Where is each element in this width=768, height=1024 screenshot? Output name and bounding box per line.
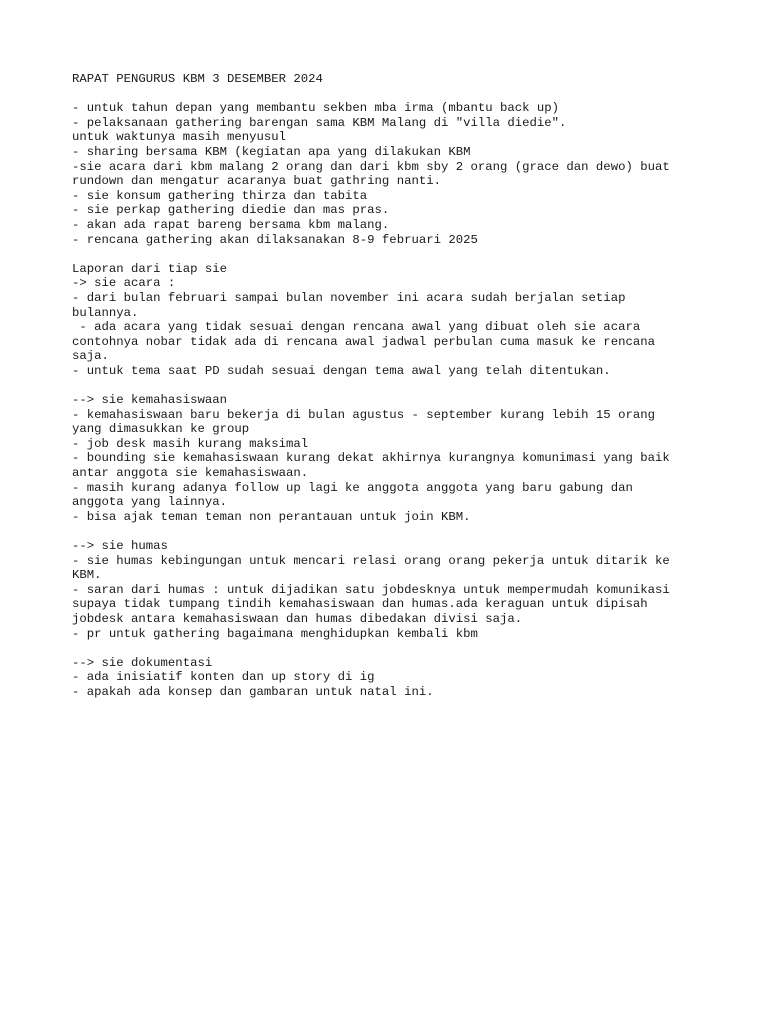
blank-line — [72, 87, 712, 102]
acara-line: contohnya nobar tidak ada di rencana awal jadwal perbulan cuma masuk ke rencana — [72, 334, 655, 349]
dokumentasi-line: - ada inisiatif konten dan up story di ig — [72, 670, 375, 685]
section-heading-kemahasiswaan: --> sie kemahasiswaan — [72, 393, 227, 408]
document-body — [72, 72, 712, 700]
kemahasiswaan-line: - job desk masih kurang maksimal — [72, 436, 309, 451]
intro-line: - sie perkap gathering diedie dan mas pras. — [72, 203, 390, 218]
humas-line: - pr untuk gathering bagaimana menghidupkan kembali kbm — [72, 626, 478, 641]
kemahasiswaan-line: yang dimasukkan ke group — [72, 422, 250, 437]
kemahasiswaan-line: antar anggota sie kemahasiswaan. — [72, 466, 309, 481]
humas-line: - sie humas kebingungan untuk mencari relasi orang orang pekerja untuk ditarik ke — [72, 553, 670, 568]
acara-line: bulannya. — [72, 305, 139, 320]
acara-line: saja. — [72, 349, 109, 364]
kemahasiswaan-line: - bounding sie kemahasiswaan kurang dekat akhirnya kurangnya komunimasi yang baik — [72, 451, 670, 466]
intro-line: - untuk tahun depan yang membantu sekben mba irma (mbantu back up) — [72, 101, 560, 116]
acara-line: - dari bulan februari sampai bulan november ini acara sudah berjalan setiap — [72, 290, 626, 305]
humas-line: supaya tidak tumpang tindih kemahasiswaan dan humas.ada keraguan untuk dipisah — [72, 597, 648, 612]
intro-line: - pelaksanaan gathering barengan sama KBM Malang di "villa diedie". — [72, 115, 567, 130]
intro-line: untuk waktunya masih menyusul — [72, 130, 287, 145]
acara-line: - untuk tema saat PD sudah sesuai dengan tema awal yang telah ditentukan. — [72, 363, 611, 378]
intro-line: - akan ada rapat bareng bersama kbm malang. — [72, 217, 390, 232]
dokumentasi-line: - apakah ada konsep dan gambaran untuk natal ini. — [72, 684, 434, 699]
section-heading-acara: -> sie acara : — [72, 276, 176, 291]
kemahasiswaan-line: - kemahasiswaan baru bekerja di bulan agustus - september kurang lebih 15 orang — [72, 407, 655, 422]
humas-line: jobdesk antara kemahasiswaan dan humas dibedakan divisi saja. — [72, 611, 523, 626]
kemahasiswaan-line: - bisa ajak teman teman non perantauan untuk join KBM. — [72, 509, 471, 524]
blank-line — [72, 524, 712, 539]
blank-line — [72, 247, 712, 262]
section-humas — [72, 539, 712, 641]
section-dokumentasi — [72, 656, 712, 700]
kemahasiswaan-line: anggota yang lainnya. — [72, 495, 227, 510]
humas-line: KBM. — [72, 568, 102, 583]
blank-line — [72, 641, 712, 656]
intro-line: - sharing bersama KBM (kegiatan apa yang dilakukan KBM — [72, 144, 471, 159]
intro-line: -sie acara dari kbm malang 2 orang dan dari kbm sby 2 orang (grace dan dewo) buat — [72, 159, 670, 174]
section-heading-dokumentasi: --> sie dokumentasi — [72, 655, 213, 670]
section-heading-humas: --> sie humas — [72, 539, 168, 553]
intro-line: - rencana gathering akan dilaksanakan 8-9 februari 2025 — [72, 232, 478, 247]
acara-line: - ada acara yang tidak sesuai dengan rencana awal yang dibuat oleh sie acara — [72, 320, 641, 335]
intro-section — [72, 101, 712, 247]
report-heading: Laporan dari tiap sie — [72, 261, 227, 276]
kemahasiswaan-line: - masih kurang adanya follow up lagi ke anggota anggota yang baru gabung dan — [72, 480, 633, 495]
section-acara — [72, 276, 712, 378]
intro-line: rundown dan mengatur acaranya buat gathring nanti. — [72, 174, 441, 189]
intro-line: - sie konsum gathering thirza dan tabita — [72, 188, 368, 203]
blank-line — [72, 378, 712, 393]
document-title: RAPAT PENGURUS KBM 3 DESEMBER 2024 — [72, 72, 323, 86]
section-kemahasiswaan — [72, 393, 712, 524]
humas-line: - saran dari humas : untuk dijadikan satu jobdesknya untuk mempermudah komunikasi — [72, 582, 670, 597]
